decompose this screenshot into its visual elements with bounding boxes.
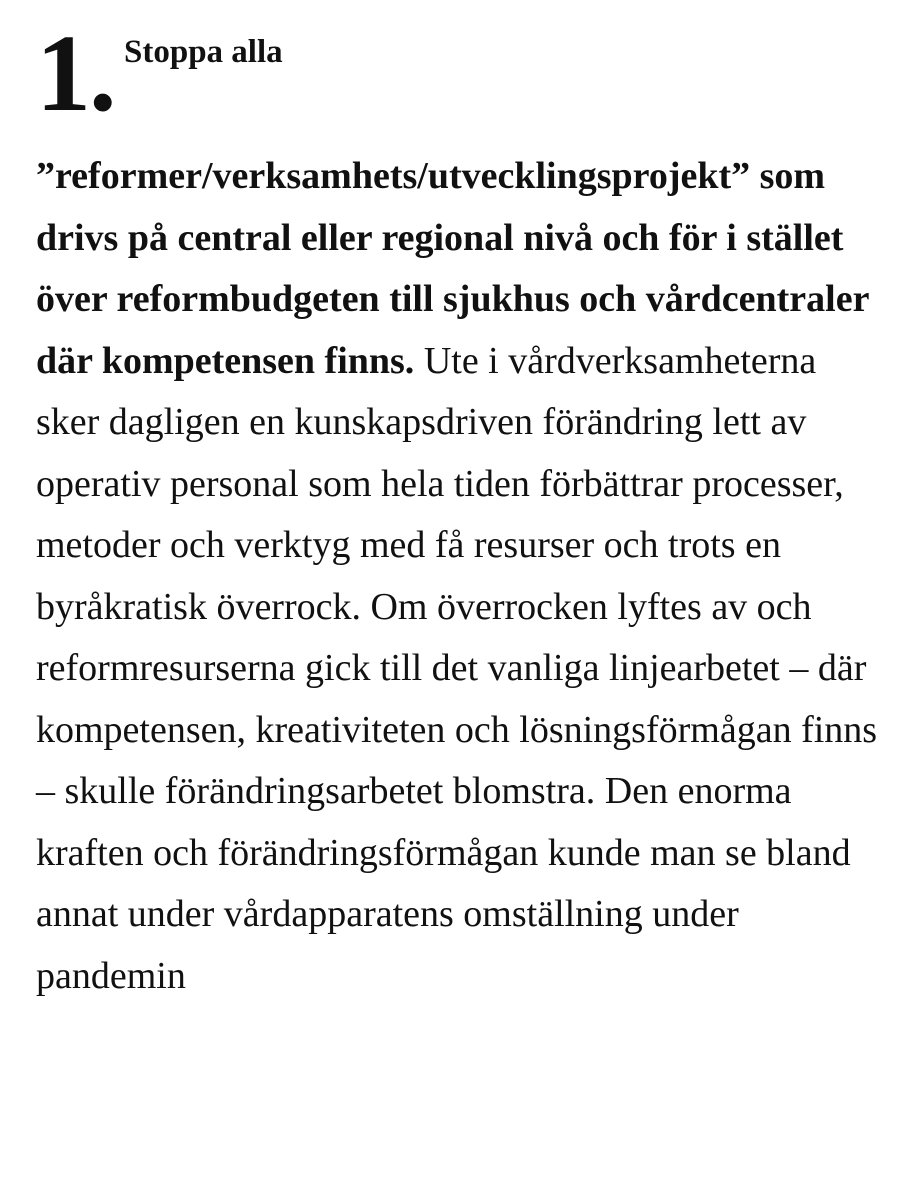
article-paragraph — [36, 146, 886, 1007]
section-title: Stoppa alla — [124, 34, 283, 70]
article — [36, 12, 886, 1007]
section-heading — [36, 12, 886, 146]
section-number: 1. — [36, 12, 115, 134]
paragraph-body: Ute i vårdverksamheterna sker dagligen en kunskapsdriven förändring lett av operativ personal som hela tiden förbättrar processer, metoder och verktyg med få resurser och trots en byråkratisk överrock. Om överrocken lyftes av och reformresurserna gick till det vanliga linjearbetet – där kompetensen, kreativiteten och lösningsförmågan finns – skulle förändringsarbetet blomstra. Den enorma kraften och förändringsförmågan kunde man se bland annat under vårdapparatens omställning under pandemin — [36, 339, 878, 997]
paragraph-lead-bold: ”reformer/verksamhets/utvecklingsprojekt” som drivs på central eller regional nivå och för i stället över reformbudgeten till sjukhus och vårdcentraler där kompetensen finns. — [36, 155, 869, 382]
